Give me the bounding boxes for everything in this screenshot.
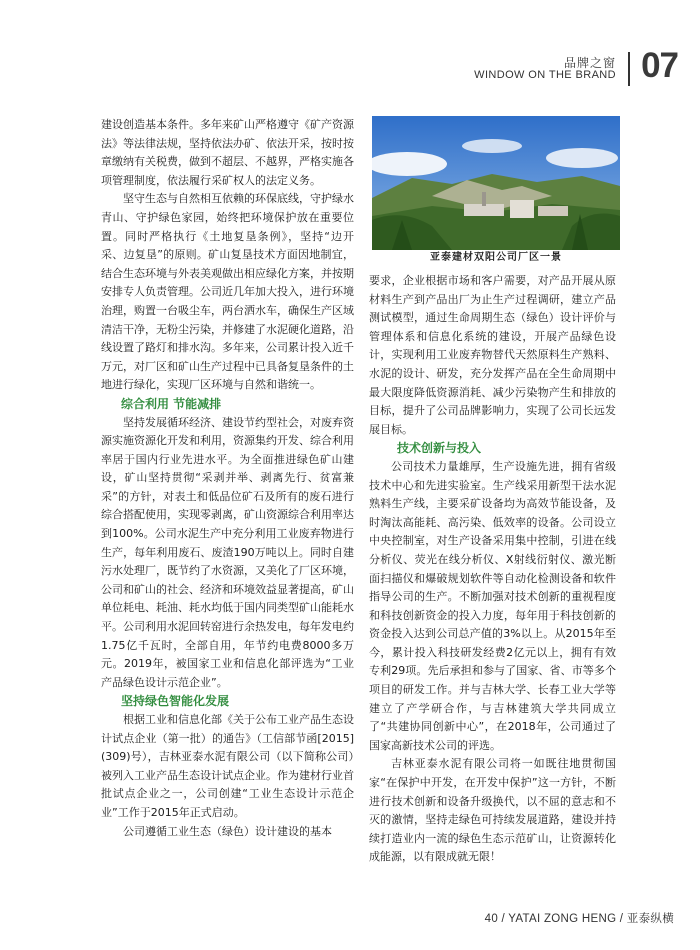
right-text-column	[369, 272, 616, 867]
issue-number: 07	[641, 46, 678, 85]
left-text-column	[101, 116, 354, 841]
section-heading: 综合利用 节能减排	[121, 396, 222, 411]
factory-landscape-image	[372, 116, 620, 250]
section-heading: 坚持绿色智能化发展	[121, 694, 230, 709]
paragraph: 坚持发展循环经济、建设节约型社会，对废弃资源实施资源化开发和利用，资源集约开发、综合利用率居于国内行业先进水平。为全面推进绿色矿山建设，矿山坚持贯彻“采剥并举、剥离先行、贫富兼采”的方针，对表土和低品位矿石及所有的废石进行综合搭配使用，实现零剥离，矿山资源综合利用率达到100%。公司水泥生产中充分利用工业废弃物进行生产，每年利用废石、废渣190万吨以上。同时自建污水处理厂，既节约了水资源，又美化了厂区环境，公司和矿山的社会、经济和环境效益显著提高，矿山单位耗电、耗油、耗水均低于国内同类型矿山能耗水平。公司利用水泥回转窑进行余热发电，每年发电约1.75亿千瓦时，全部自用，年节约电费8000多万元。2019年，被国家工业和信息化部评选为“工业产品绿色设计示范企业”。	[101, 415, 354, 689]
paragraph: 根据工业和信息化部《关于公布工业产品生态设计试点企业（第一批）的通告》（工信部节函[2015](309)号），吉林亚泰水泥有限公司（以下简称公司）被列入工业产品生态设计试点企业。作为建材行业首批试点企业之一，公司创建“工业生态设计示范企业”工作于2015年正式启动。	[101, 713, 354, 819]
factory-photo	[372, 116, 620, 250]
section-title-en: WINDOW ON THE BRAND	[474, 69, 616, 81]
section-title-cn: 品牌之窗	[563, 56, 616, 70]
paragraph: 吉林亚泰水泥有限公司将一如既往地贯彻国家“在保护中开发，在开发中保护”这一方针，不断进行技术创新和设备升级换代，以不屈的意志和不灭的激情，坚持走绿色可持续发展道路，建设并持续打造业内一流的绿色生态示范矿山，让资源转化成能源，以有限成就无限！	[369, 757, 616, 864]
paragraph: 建设创造基本条件。多年来矿山严格遵守《矿产资源法》等法律法规，坚持依法办矿、依法开采，按时按章缴纳有关税费，做到不超层、不越界，严格实施各项管理制度，依法履行采矿权人的法定义务。	[101, 118, 354, 187]
page-header	[378, 38, 678, 88]
page-footer: 40 / YATAI ZONG HENG / 亚泰纵横	[484, 913, 674, 925]
paragraph: 公司遵循工业生态（绿色）设计建设的基本	[123, 824, 332, 838]
section-heading: 技术创新与投入	[397, 441, 482, 456]
header-divider	[628, 52, 630, 86]
photo-caption: 亚泰建材双阳公司厂区一景	[430, 252, 562, 263]
paragraph: 坚守生态与自然相互依赖的环保底线，守护绿水青山、守护绿色家园，始终把环境保护放在重要位置。同时严格执行《土地复垦条例》，坚持“边开采、边复垦”的原则。矿山复垦技术方面因地制宜，结合生态环境与外表美观做出相应绿化方案，并按期安排专人负责管理。公司近几年加大投入，进行环境治理，购置一台吸尘车，两台洒水车，确保生产区域清洁干净，无粉尘污染，并修建了水泥硬化道路，沿线设置了路灯和排水沟。多年来，公司累计投入近千万元，对厂区和矿山生产过程中已具备复垦条件的土地进行绿化，实现厂区环境与自然和谐统一。	[101, 192, 354, 392]
paragraph: 要求，企业根据市场和客户需要，对产品开展从原材料生产到产品出厂为止生产过程调研，建立产品测试模型，通过生命周期生态（绿色）设计评价与管理体系和信息化系统的建设，开展产品绿色设计，实现利用工业废弃物替代天然原料生产熟料、水泥的设计、研发，充分发挥产品在全生命周期中最大限度降低资源消耗、减少污染物产生和排放的目标，提升了公司品牌影响力，实现了公司长远发展目标。	[369, 274, 616, 436]
paragraph: 公司技术力量雄厚，生产设施先进，拥有省级技术中心和先进实验室。生产线采用新型干法水泥熟料生产线，主要采矿设备均为高效节能设备，及时淘汰高能耗、高污染、低效率的设备。公司设立中央控制室，对生产设备采用集中控制，引进在线分析仪、荧光在线分析仪、X射线衍射仪、激光断面扫描仪和爆破规划软件等自动化检测设备和软件指导公司的生产。不断加强对技术创新的重视程度和科技创新资金的投入力度，每年用于科技创新的资金投入达到公司总产值的3%以上。从2015年至今，累计投入科技研发经费2亿元以上，拥有有效专利29项。先后承担和参与了国家、省、市等多个项目的研发工作。并与吉林大学、长春工业大学等建立了产学研合作，与吉林建筑大学共同成立了“共建协同创新中心”，在2018年，公司通过了国家高新技术公司的评选。	[369, 459, 616, 752]
